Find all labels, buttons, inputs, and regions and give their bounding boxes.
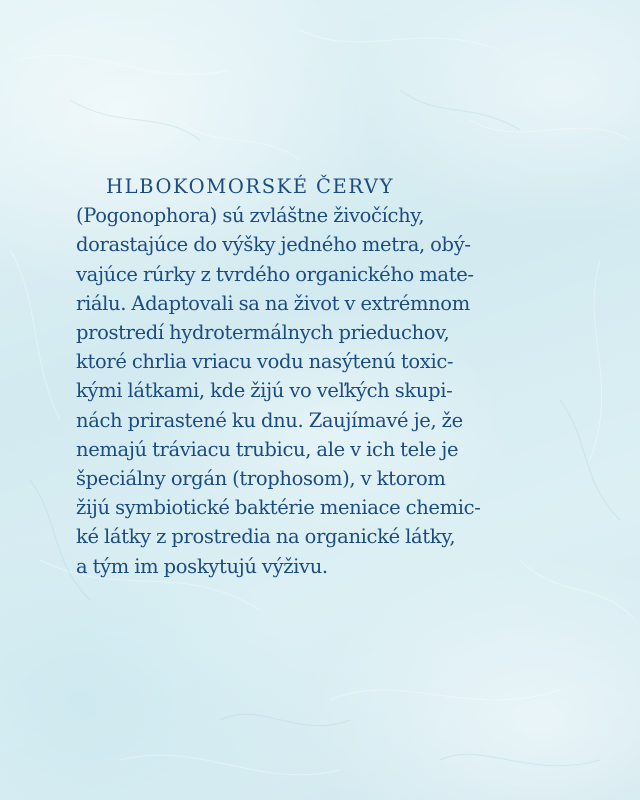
text-line: riálu. Adaptovali sa na život v extrémnom — [76, 291, 470, 315]
text-line: (Pogonophora) sú zvláštne živočíchy, — [76, 204, 425, 228]
text-line: prostredí hydrotermálnych prieduchov, — [76, 321, 450, 345]
article-text — [76, 172, 576, 581]
text-line: ké látky z prostredia na organické látky, — [76, 525, 456, 549]
text-line: žijú symbiotické baktérie meniace chemic- — [76, 496, 481, 520]
text-line: špeciálny orgán (trophosom), v ktorom — [76, 467, 446, 491]
text-line: kými látkami, kde žijú vo veľkých skupi- — [76, 379, 453, 403]
text-line: ktoré chrlia vriacu vodu nasýtenú toxic- — [76, 350, 454, 374]
text-line: nemajú tráviacu trubicu, ale v ich tele je — [76, 437, 459, 461]
article-first-line — [76, 172, 576, 201]
text-line: dorastajúce do výšky jedného metra, obý- — [76, 233, 471, 257]
text-line: nách prirastené ku dnu. Zaujímavé je, že — [76, 408, 463, 432]
text-line: a tým im poskytujú výživu. — [76, 554, 328, 578]
text-line: vajúce rúrky z tvrdého organického mate- — [76, 262, 474, 286]
article-heading: HLBOKOMORSKÉ ČERVY — [106, 175, 395, 198]
